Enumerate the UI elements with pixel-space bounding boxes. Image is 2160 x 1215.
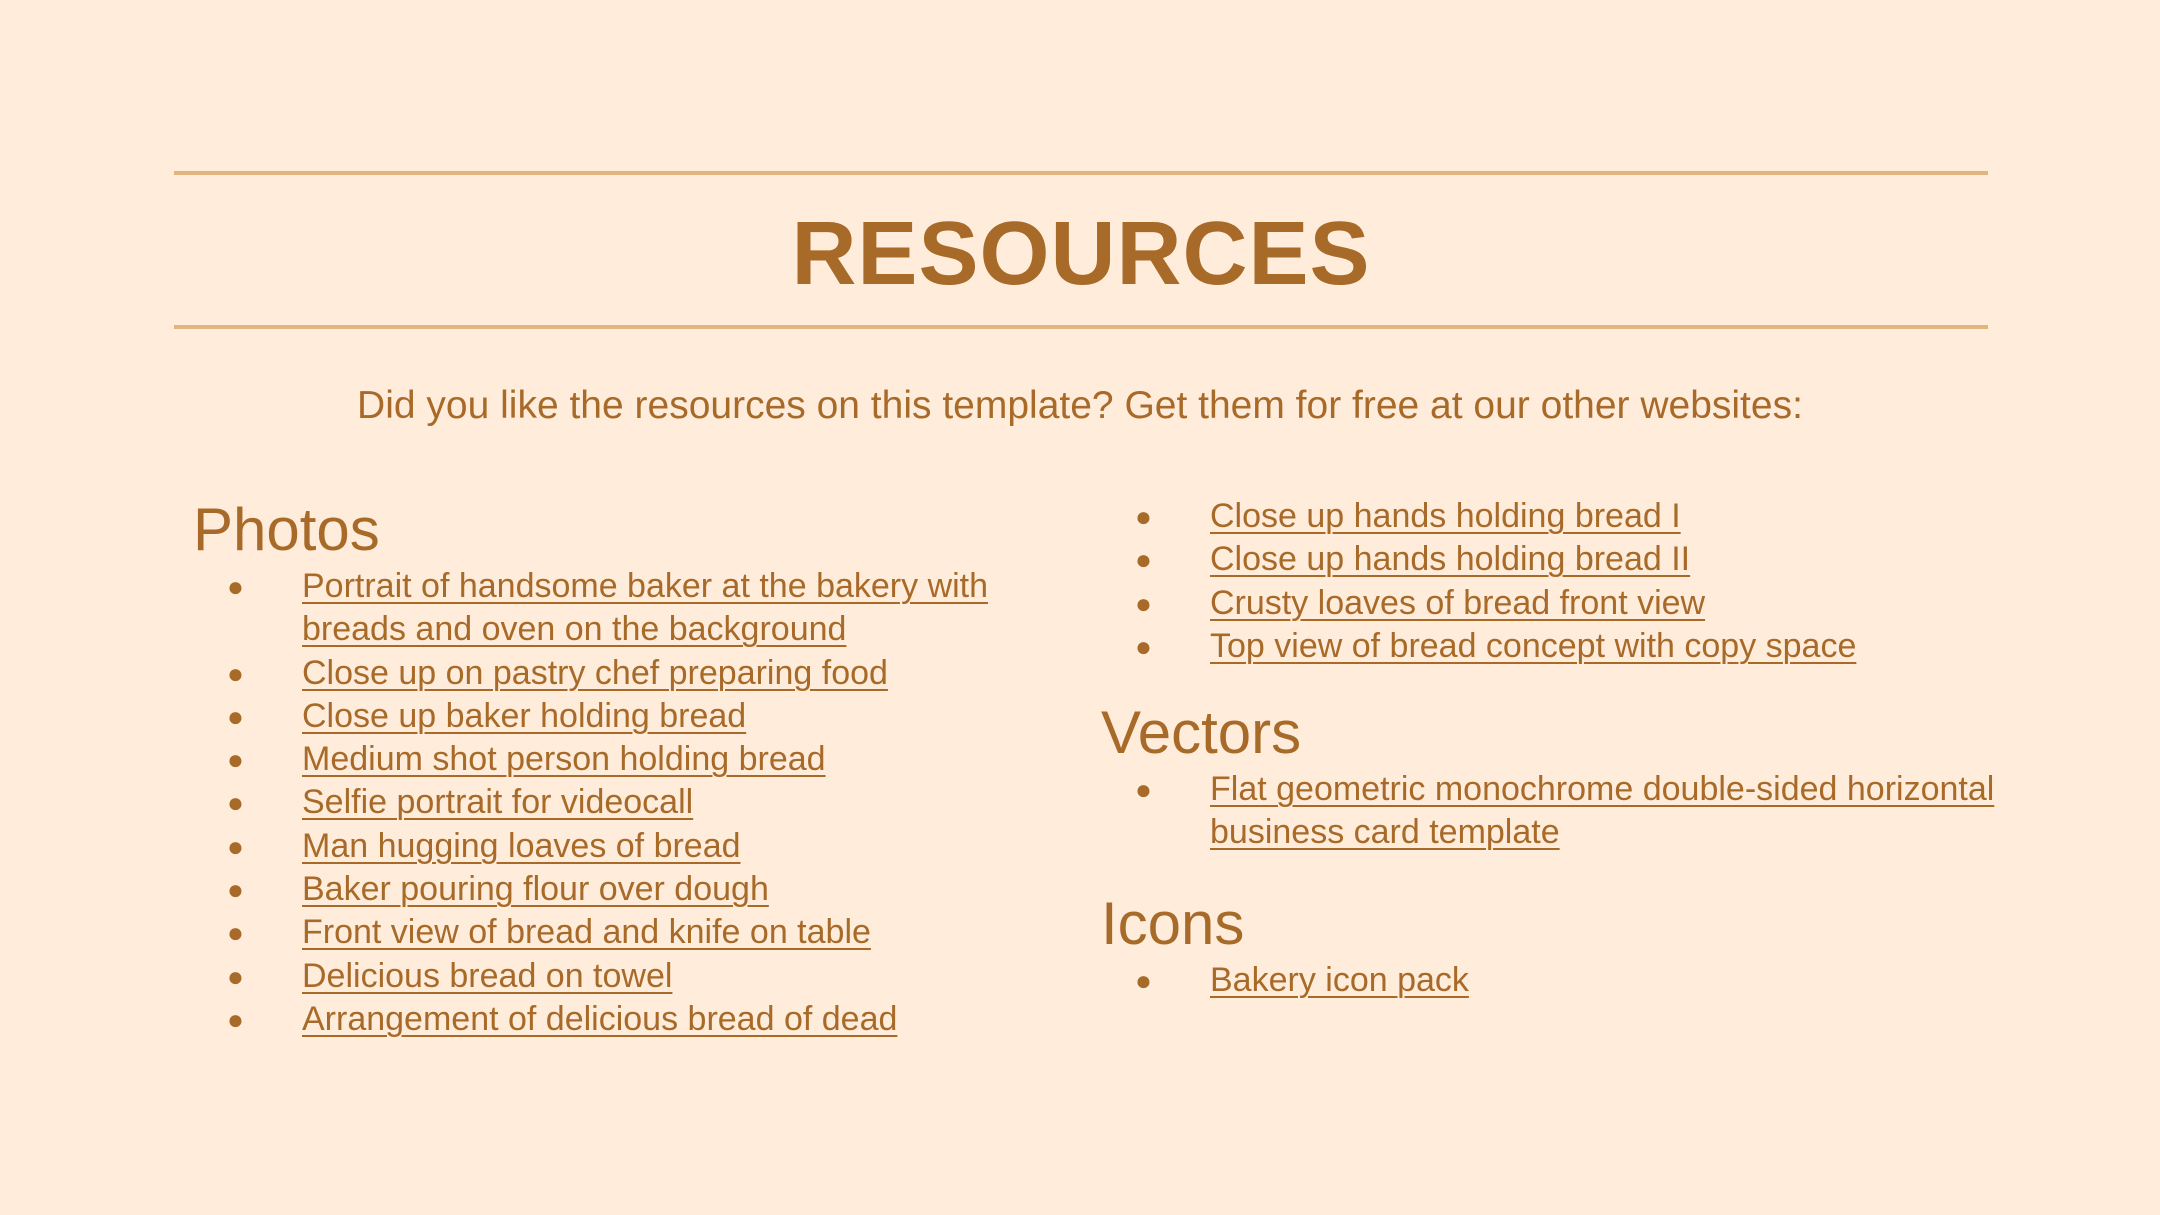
resource-link[interactable]: Portrait of handsome baker at the bakery with breads and oven on the background: [302, 567, 989, 649]
bullet-icon: ●: [1135, 501, 1152, 532]
right-column: [1101, 495, 2041, 1002]
vectors-heading: Vectors: [1101, 699, 1302, 767]
top-divider: [174, 171, 1988, 175]
resource-link[interactable]: Flat geometric monochrome double-sided horizontal business card template: [1210, 770, 1995, 852]
resource-link[interactable]: Top view of bread concept with copy space: [1210, 626, 1857, 665]
icons-list: [1101, 959, 2041, 1002]
bullet-icon: ●: [1135, 630, 1152, 662]
list-item: [193, 868, 1063, 911]
photos-list: [193, 565, 1063, 1041]
list-item: [193, 955, 1063, 998]
list-item: [193, 695, 1063, 738]
resource-link[interactable]: Close up hands holding bread I: [1210, 497, 1681, 535]
subtitle: Did you like the resources on this template? Get them for free at our other websites:: [357, 384, 1803, 427]
resource-link[interactable]: Close up baker holding bread: [302, 696, 747, 735]
list-item: [193, 652, 1063, 695]
list-item: [1101, 538, 2041, 581]
resource-link[interactable]: Medium shot person holding bread: [302, 740, 826, 779]
resource-link[interactable]: Arrangement of delicious bread of dead: [302, 999, 898, 1038]
resource-link[interactable]: Selfie portrait for videocall: [302, 783, 694, 822]
page-title: RESOURCES: [791, 204, 1371, 304]
resource-link[interactable]: Close up on pastry chef preparing food: [302, 653, 888, 692]
list-item: [193, 998, 1063, 1041]
list-item: [193, 565, 1063, 652]
list-item: [1101, 768, 2041, 855]
bullet-icon: ●: [1135, 964, 1152, 996]
bullet-icon: ●: [227, 744, 244, 776]
list-item: [193, 738, 1063, 781]
list-item: [1101, 582, 2041, 625]
icons-heading: Icons: [1101, 889, 1245, 957]
list-item: [193, 825, 1063, 868]
left-column: [193, 495, 1063, 1041]
list-item: [193, 911, 1063, 954]
bullet-icon: ●: [227, 571, 244, 602]
photos-list-continued: [1101, 495, 2041, 668]
resource-link[interactable]: Man hugging loaves of bread: [302, 826, 741, 865]
bullet-icon: ●: [227, 960, 244, 992]
list-item: [1101, 959, 2041, 1002]
bullet-icon: ●: [1135, 544, 1152, 576]
resource-link[interactable]: Bakery icon pack: [1210, 960, 1469, 999]
bullet-icon: ●: [227, 657, 244, 689]
bottom-divider: [174, 325, 1988, 329]
bullet-icon: ●: [1135, 774, 1152, 806]
bullet-icon: ●: [1135, 587, 1152, 619]
photos-heading: Photos: [193, 496, 380, 563]
resource-link[interactable]: Front view of bread and knife on table: [302, 913, 871, 952]
list-item: [193, 781, 1063, 824]
bullet-icon: ●: [227, 1003, 244, 1035]
resource-link[interactable]: Close up hands holding bread II: [1210, 540, 1691, 579]
bullet-icon: ●: [227, 917, 244, 949]
bullet-icon: ●: [227, 874, 244, 906]
list-item: [1101, 625, 2041, 668]
vectors-list: [1101, 768, 2041, 855]
bullet-icon: ●: [227, 787, 244, 819]
resource-link[interactable]: Crusty loaves of bread front view: [1210, 583, 1706, 622]
list-item: [1101, 495, 2041, 538]
bullet-icon: ●: [227, 830, 244, 862]
resource-link[interactable]: Delicious bread on towel: [302, 956, 673, 995]
bullet-icon: ●: [227, 700, 244, 732]
resource-link[interactable]: Baker pouring flour over dough: [302, 870, 769, 909]
